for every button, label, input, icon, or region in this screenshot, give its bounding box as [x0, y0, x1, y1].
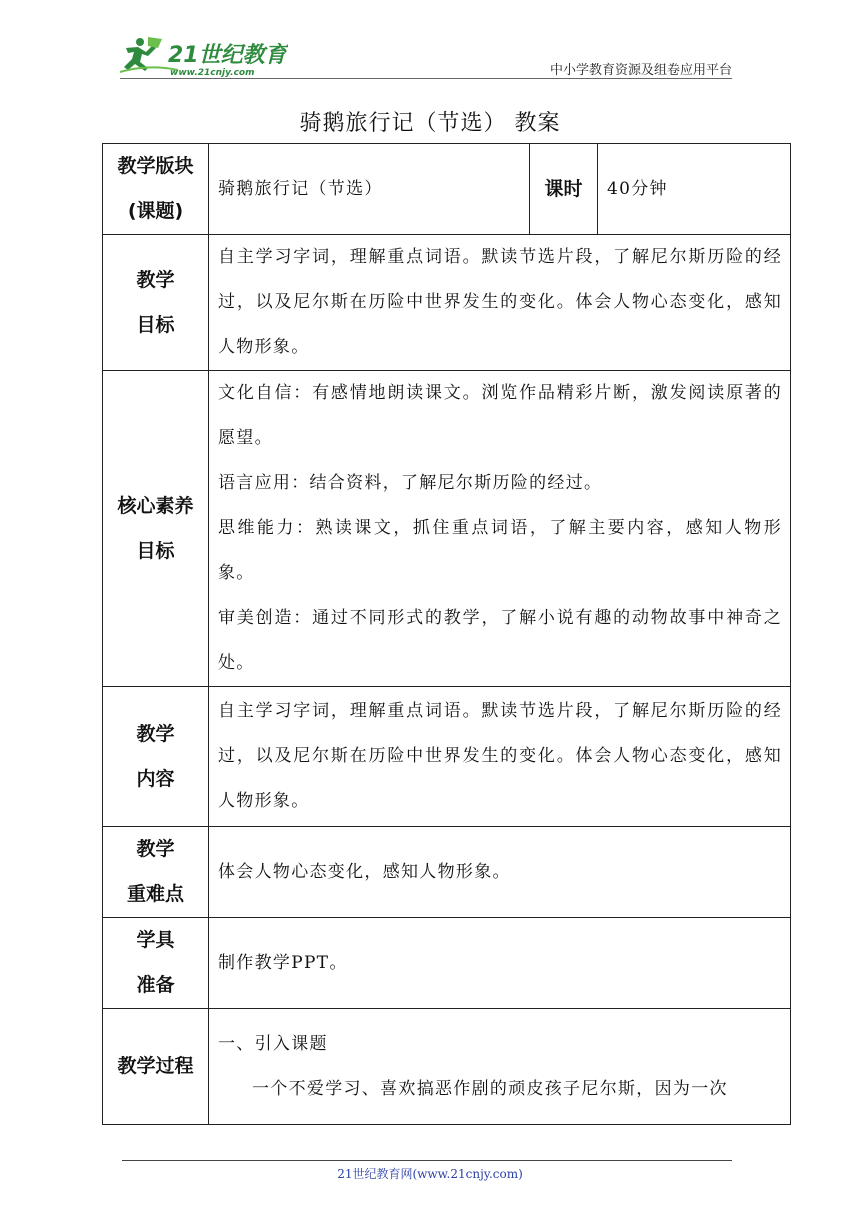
table-row [103, 687, 791, 827]
document-title: 骑鹅旅行记（节选） 教案 [299, 111, 561, 136]
process-heading: 一、引入课题 [218, 1033, 328, 1054]
tools-text: 制作教学PPT。 [209, 918, 791, 1009]
table-row [103, 371, 791, 687]
logo-url: www.21cnjy.com [170, 68, 255, 78]
core-item-thinking: 思维能力：熟读课文，抓住重点词语，了解主要内容，感知人物形象。 [218, 518, 782, 583]
core-item-culture: 文化自信：有感情地朗读课文。浏览作品精彩片断，激发阅读原著的愿望。 [218, 383, 782, 448]
period-value: 40分钟 [598, 144, 791, 235]
logo-text: 21世纪教育 [168, 43, 287, 68]
topic-value: 骑鹅旅行记（节选） [209, 144, 530, 235]
header-divider [120, 78, 732, 79]
process-text [209, 1009, 791, 1125]
core-item-language: 语言应用：结合资料，了解尼尔斯历险的经过。 [218, 473, 603, 493]
topic-label: 教学版块 (课题) [103, 144, 209, 235]
core-item-aesthetic: 审美创造：通过不同形式的教学，了解小说有趣的动物故事中神奇之处。 [218, 608, 782, 673]
page-header [0, 0, 860, 80]
difficulty-text: 体会人物心态变化，感知人物形象。 [209, 827, 791, 918]
footer-text: 21世纪教育网(www.21cnjy.com) [337, 1167, 523, 1181]
objectives-label: 教学 目标 [103, 235, 209, 371]
process-label: 教学过程 [103, 1009, 209, 1125]
objectives-text: 自主学习字词，理解重点词语。默读节选片段，了解尼尔斯历险的经过，以及尼尔斯在历险中世界发生的变化。体会人物心态变化，感知人物形象。 [209, 235, 791, 371]
platform-name: 中小学教育资源及组卷应用平台 [549, 63, 732, 78]
table-row [103, 1009, 791, 1125]
site-logo [118, 34, 288, 78]
process-paragraph: 一个不爱学习、喜欢搞恶作剧的顽皮孩子尼尔斯，因为一次 [252, 1078, 728, 1099]
difficulty-label: 教学 重难点 [103, 827, 209, 918]
core-literacy-label: 核心素养 目标 [103, 371, 209, 687]
tools-label: 学具 准备 [103, 918, 209, 1009]
table-row [103, 144, 791, 235]
core-literacy-text [209, 371, 791, 687]
period-label: 课时 [530, 144, 598, 235]
table-row [103, 918, 791, 1009]
content-label: 教学 内容 [103, 687, 209, 827]
content-text: 自主学习字词，理解重点词语。默读节选片段，了解尼尔斯历险的经过，以及尼尔斯在历险中世界发生的变化。体会人物心态变化，感知人物形象。 [209, 687, 791, 827]
runner-logo-icon [118, 34, 288, 78]
table-row [103, 827, 791, 918]
lesson-plan-table [102, 143, 791, 1125]
footer-divider [122, 1160, 732, 1161]
table-row [103, 235, 791, 371]
